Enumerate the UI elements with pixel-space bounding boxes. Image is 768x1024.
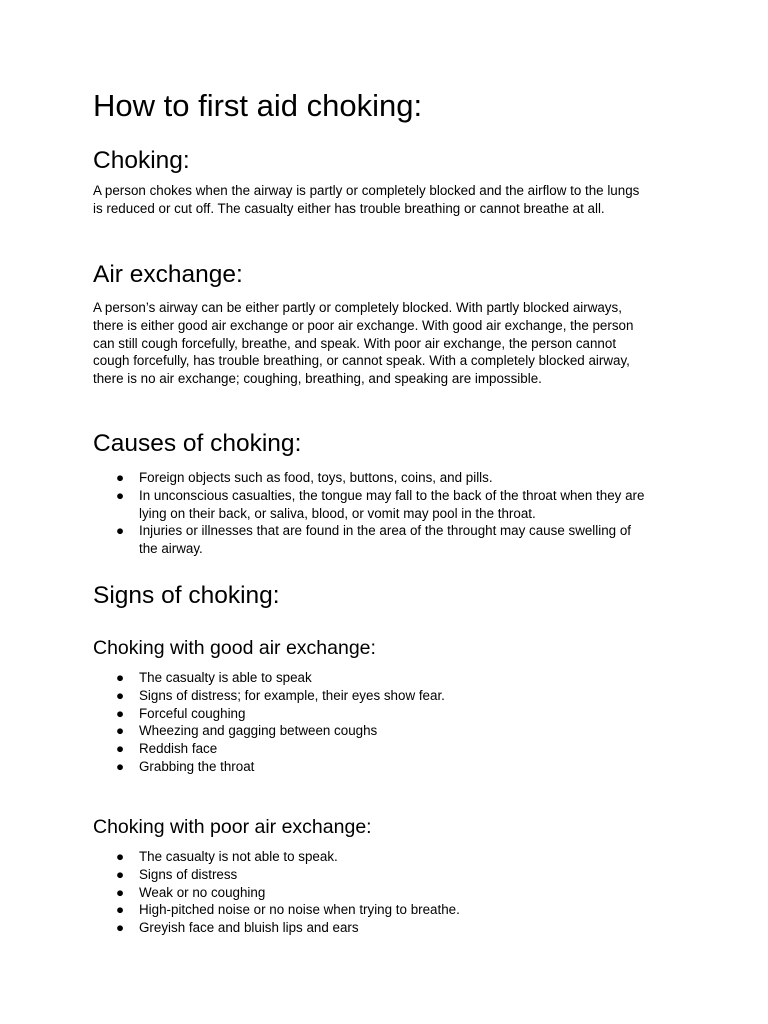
list-item [93,740,683,758]
bullet-icon: ● [115,920,125,936]
bullet-icon: ● [115,723,125,739]
list-item [93,722,683,740]
document-title: How to first aid choking: [93,88,423,123]
bullet-icon: ● [115,523,125,539]
signs-heading: Signs of choking: [93,582,280,609]
list-item [93,884,683,902]
bullet-icon: ● [115,705,125,721]
list-item-text: Greyish face and bluish lips and ears [139,920,359,936]
paragraph-line: cough forcefully, has trouble breathing, or cannot speak. With a completely blocked airway, [93,353,630,369]
list-item-text: Reddish face [139,741,218,757]
good-air-exchange-list [93,669,683,776]
list-item-text: The casualty is able to speak [139,670,312,685]
list-item [93,758,683,776]
poor-air-exchange-list [93,848,683,937]
list-item [93,487,683,523]
list-item-text: Foreign objects such as food, toys, buttons, coins, and pills. [139,470,493,485]
paragraph-line: there is either good air exchange or poor air exchange. With good air exchange, the person [93,317,634,333]
list-item-text: Forceful coughing [139,705,246,721]
list-item [93,848,683,866]
air-exchange-heading: Air exchange: [93,261,243,288]
list-item-text: lying on their back, or saliva, blood, or vomit may pool in the throat. [139,505,536,521]
list-item [93,901,683,919]
list-item-text: Weak or no coughing [139,884,266,900]
list-item-text: Injuries or illnesses that are found in the area of the throught may cause swelling of [139,523,632,539]
causes-heading: Causes of choking: [93,430,302,457]
bullet-icon: ● [115,741,125,757]
bullet-icon: ● [115,902,125,918]
good-air-exchange-heading: Choking with good air exchange: [93,637,376,659]
list-item [93,705,683,723]
list-item [93,687,683,705]
air-exchange-paragraph [93,299,683,388]
list-item [93,669,683,687]
poor-air-exchange-heading: Choking with poor air exchange: [93,816,372,838]
list-item-text: Grabbing the throat [139,758,255,774]
bullet-icon: ● [115,470,125,485]
paragraph-line: A person’s airway can be either partly or completely blocked. With partly blocked airways, [93,300,622,315]
list-item-text: the airway. [139,541,203,557]
bullet-icon: ● [115,758,125,774]
causes-list [93,469,683,558]
list-item [93,919,683,937]
paragraph-line: A person chokes when the airway is partly or completely blocked and the airflow to the lungs [93,183,640,198]
paragraph-line: there is no air exchange; coughing, breathing, and speaking are impossible. [93,371,542,387]
list-item-text: High-pitched noise or no noise when trying to breathe. [139,902,460,918]
list-item-text: Wheezing and gagging between coughs [139,723,378,739]
list-item-text: Signs of distress; for example, their eyes show fear. [139,687,445,703]
bullet-icon: ● [115,849,125,864]
choking-heading: Choking: [93,147,190,174]
list-item [93,469,683,487]
bullet-icon: ● [115,884,125,900]
bullet-icon: ● [115,866,125,882]
list-item [93,522,683,558]
paragraph-line: can still cough forcefully, breathe, and speak. With poor air exchange, the person cannot [93,335,617,351]
list-item-text: In unconscious casualties, the tongue may fall to the back of the throat when they are [139,487,645,503]
list-item-text: The casualty is not able to speak. [139,849,338,864]
bullet-icon: ● [115,670,125,685]
bullet-icon: ● [115,687,125,703]
choking-paragraph [93,182,683,218]
paragraph-line: is reduced or cut off. The casualty either has trouble breathing or cannot breathe at all. [93,200,605,216]
list-item-text: Signs of distress [139,866,238,882]
bullet-icon: ● [115,487,125,503]
list-item [93,866,683,884]
